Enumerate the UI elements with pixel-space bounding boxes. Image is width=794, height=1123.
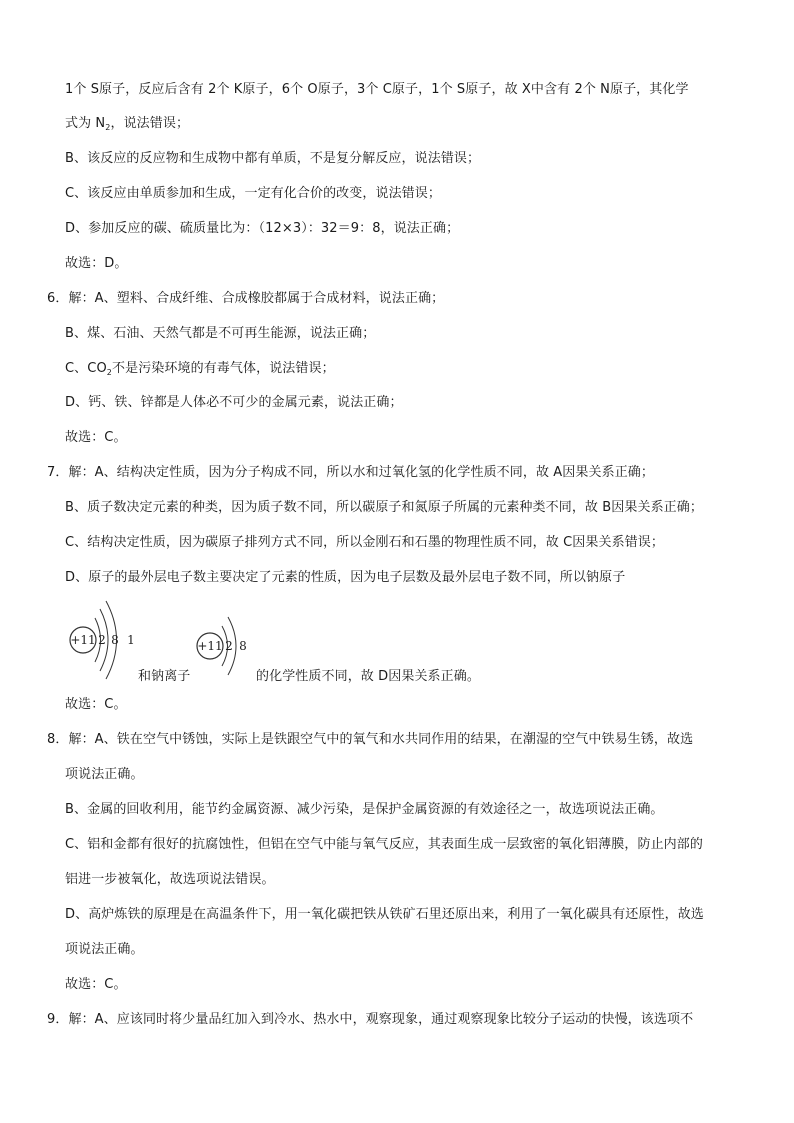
q5-answer: 故选：D。 [65, 256, 128, 271]
sodium-ion-diagram [190, 612, 254, 686]
sodium-atom-shell-2-electrons: 8 [111, 633, 119, 647]
q6-option-c [65, 360, 335, 378]
q6-co2-tail: 不是污染环境的有毒气体，说法错误； [112, 361, 335, 376]
q7-option-d-line-2: 的化学性质不同，故 D因果关系正确。 [256, 669, 480, 684]
sodium-ion-nucleus-label: +11 [197, 639, 223, 653]
q9-option-a-line-1: 9．解：A、应该同时将少量品红加入到冷水、热水中，观察现象，通过观察现象比较分子运动的快慢，该选项不 [47, 1012, 694, 1027]
sodium-ion-shell-1-electrons: 2 [225, 639, 233, 653]
q5-formula-text: 式为 N [65, 116, 106, 131]
q8-option-a-line-1: 8．解：A、铁在空气中锈蚀，实际上是铁跟空气中的氧气和水共同作用的结果，在潮湿的空气中铁易生锈，故选 [47, 732, 694, 747]
q8-option-d-line-1: D、高炉炼铁的原理是在高温条件下，用一氧化碳把铁从铁矿石里还原出来，利用了一氧化碳具有还原性，故选 [65, 907, 704, 922]
q7-option-c: C、结构决定性质，因为碳原子排列方式不同，所以金刚石和石墨的物理性质不同，故 C因果关系错误； [65, 535, 664, 550]
q5-option-d: D、参加反应的碳、硫质量比为：（12×3）：32＝9：8，说法正确； [65, 221, 460, 236]
q7-option-d-connector: 和钠离子 [138, 669, 191, 684]
sodium-atom-shell-3-electrons: 1 [127, 633, 135, 647]
q6-option-a: 6．解：A、塑料、合成纤维、合成橡胶都属于合成材料，说法正确； [47, 291, 445, 306]
q5-option-c: C、该反应由单质参加和生成，一定有化合价的改变，说法错误； [65, 186, 441, 201]
q5-formula-subscript: 2 [105, 123, 111, 132]
q5-line-2 [65, 115, 189, 133]
q8-answer: 故选：C。 [65, 977, 127, 992]
q6-option-d: D、钙、铁、锌都是人体必不可少的金属元素，说法正确； [65, 395, 403, 410]
q5-option-b: B、该反应的反应物和生成物中都有单质，不是复分解反应，说法错误； [65, 151, 481, 166]
sodium-atom-shell-1-electrons: 2 [98, 633, 106, 647]
sodium-atom-diagram [62, 598, 140, 682]
q8-option-b: B、金属的回收利用，能节约金属资源、减少污染，是保护金属资源的有效途径之一，故选项说法正确。 [65, 802, 664, 817]
q8-option-c-line-2: 铝进一步被氧化，故选项说法错误。 [65, 872, 275, 887]
q6-co2-subscript: 2 [106, 368, 112, 377]
q5-formula-tail: ，说法错误； [110, 116, 190, 131]
q7-option-a: 7．解：A、结构决定性质，因为分子构成不同，所以水和过氧化氢的化学性质不同，故 A因果关系正确； [47, 465, 654, 480]
sodium-ion-shell-2-electrons: 8 [239, 639, 247, 653]
q7-option-d-line-1: D、原子的最外层电子数主要决定了元素的性质，因为电子层数及最外层电子数不同，所以钠原子 [65, 570, 626, 585]
q8-option-c-line-1: C、铝和金都有很好的抗腐蚀性，但铝在空气中能与氧气反应，其表面生成一层致密的氧化铝薄膜，防止内部的 [65, 837, 703, 852]
q6-answer: 故选：C。 [65, 430, 127, 445]
q6-option-b: B、煤、石油、天然气都是不可再生能源，说法正确； [65, 326, 376, 341]
q5-line-1: 1个 S原子，反应后含有 2个 K原子，6个 O原子，3个 C原子，1个 S原子，故 X中含有 2个 N原子，其化学 [65, 82, 689, 97]
sodium-atom-nucleus-label: +11 [70, 633, 96, 647]
q8-option-d-line-2: 项说法正确。 [65, 942, 144, 957]
q7-answer: 故选：C。 [65, 697, 127, 712]
q6-co2-text: C、CO [65, 361, 107, 376]
q8-option-a-line-2: 项说法正确。 [65, 767, 144, 782]
q7-option-b: B、质子数决定元素的种类，因为质子数不同，所以碳原子和氮原子所属的元素种类不同，故 B因果关系正确； [65, 500, 703, 515]
